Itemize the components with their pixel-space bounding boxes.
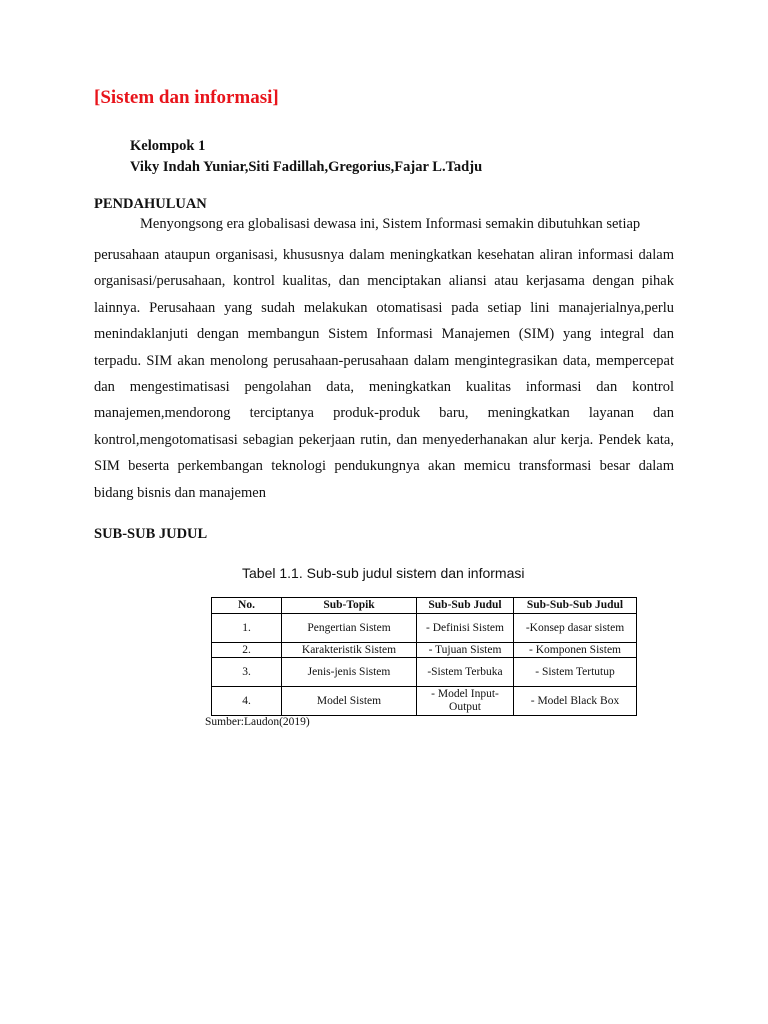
header-sub-sub-judul: Sub-Sub Judul: [417, 598, 514, 614]
header-sub-topik: Sub-Topik: [282, 598, 417, 614]
table-caption: Tabel 1.1. Sub-sub judul sistem dan informasi: [242, 565, 525, 581]
table-cell: 1.: [212, 614, 282, 643]
document-title: [Sistem dan informasi]: [94, 87, 279, 108]
table-cell: 3.: [212, 658, 282, 687]
table-row: [212, 687, 637, 716]
table-cell: 2.: [212, 643, 282, 658]
table-cell: Model Sistem: [282, 687, 417, 716]
table-cell: -Konsep dasar sistem: [514, 614, 637, 643]
sub-heading: SUB-SUB JUDUL: [94, 526, 208, 542]
group-info: [130, 136, 482, 178]
table-cell: 4.: [212, 687, 282, 716]
table-row: [212, 658, 637, 687]
intro-paragraph: perusahaan ataupun organisasi, khususnya dalam meningkatkan kesehatan aliran informasi dalam organisasi/perusahaan, kontrol kualitas, dan menciptakan aliansi atau kerjasama dengan pihak lainnya. Perusahaan yang sudah melakukan otomatisasi pada setiap lini manajerialnya,perlu menindaklanjuti dengan membangun Sistem Informasi Manajemen (SIM) yang integral dan terpadu. SIM akan menolong perusahaan-perusahaan dalam mengintegrasikan data, mempercepat dan mengestimatisasi pengolahan data, meningkatkan kualitas informasi dan kontrol manajemen,mendorong terciptanya produk-produk baru, meningkatkan layanan dan kontrol,mengotomatisasi sebagian pekerjaan rutin, dan menyederhanakan alur kerja. Pendek kata, SIM beserta perkembangan teknologi pendukungnya akan memicu transformasi besar dalam bidang bisnis dan manajemen: [94, 247, 674, 501]
table-cell: - Tujuan Sistem: [417, 643, 514, 658]
table-cell: - Model Black Box: [514, 687, 637, 716]
table-cell: Jenis-jenis Sistem: [282, 658, 417, 687]
table-source: Sumber:Laudon(2019): [205, 716, 310, 728]
table-cell: -Sistem Terbuka: [417, 658, 514, 687]
group-name: Kelompok 1: [130, 138, 206, 154]
table-cell: - Model Input-Output: [417, 687, 514, 716]
intro-heading: PENDAHULUAN: [94, 196, 207, 212]
table-header-row: [212, 598, 637, 614]
header-no: No.: [212, 598, 282, 614]
table-row: [212, 643, 637, 658]
subtopic-table: [211, 597, 637, 716]
table-row: [212, 614, 637, 643]
table-cell: - Komponen Sistem: [514, 643, 637, 658]
table-cell: - Sistem Tertutup: [514, 658, 637, 687]
group-members: Viky Indah Yuniar,Siti Fadillah,Gregorius,Fajar L.Tadju: [130, 159, 483, 175]
table-cell: Karakteristik Sistem: [282, 643, 417, 658]
intro-first-line: Menyongsong era globalisasi dewasa ini, Sistem Informasi semakin dibutuhkan setiap: [140, 216, 641, 232]
table-cell: - Definisi Sistem: [417, 614, 514, 643]
header-sub-sub-sub-judul: Sub-Sub-Sub Judul: [514, 598, 637, 614]
table-cell: Pengertian Sistem: [282, 614, 417, 643]
